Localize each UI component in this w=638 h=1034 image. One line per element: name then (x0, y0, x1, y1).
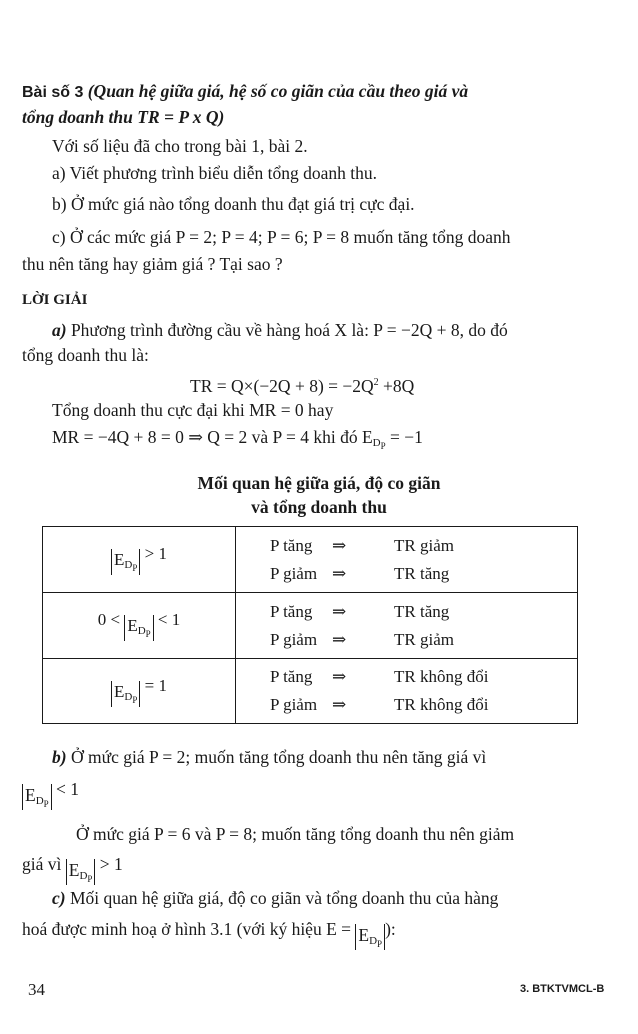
implies-arrow: ⇒ (332, 563, 347, 583)
solution-a-line2: tổng doanh thu là: (22, 345, 149, 365)
footer-code: 3. BTKTVMCL-B (520, 983, 605, 995)
exercise-title-part1: (Quan hệ giữa giá, hệ số co giãn của cầu theo giá và (87, 81, 469, 101)
implies-arrow: ⇒ (332, 535, 347, 555)
solution-a-text: Phương trình đường cầu về hàng hoá X là: P = −2Q + 8, do đó (66, 320, 508, 340)
exercise-heading-line1 (22, 80, 468, 104)
elasticity-condition-cell: $E_{D_P} = 1$ (43, 659, 236, 724)
part-b-line3: Ở mức giá P = 6 và P = 8; muốn tăng tổng doanh thu nên giảm (76, 824, 515, 844)
solution-header: LỜI GIẢI (22, 292, 88, 308)
exercise-number: Bài số 3 (22, 84, 84, 101)
elasticity-table (42, 526, 578, 724)
table-row (43, 593, 578, 659)
abs-edp: $E_{D_P}$ (66, 859, 96, 885)
mr-line (52, 426, 423, 457)
part-b-label: b) (52, 747, 67, 767)
solution-a-line1 (52, 319, 508, 341)
mr-line-text: MR = −4Q + 8 = 0 ⇒ Q = 2 và P = 4 khi đó E (52, 427, 373, 447)
abs-edp: $E_{D_P}$ (22, 784, 52, 810)
implies-arrow: ⇒ (332, 667, 347, 686)
page-number: 34 (28, 980, 45, 999)
problem-c-line1: c) Ở các mức giá P = 2; P = 4; P = 6; P = 8 muốn tăng tổng doanh (52, 227, 511, 247)
abs-edp: $E_{D_P}$ (124, 615, 153, 641)
tr-equation-right: +8Q (378, 376, 415, 396)
solution-a-label: a) (52, 320, 67, 340)
exercise-title-part2: tổng doanh thu TR = P x Q) (22, 107, 225, 127)
effect-cell: P tăng ⇒ TR không đổi P giảm ⇒ TR không đổi (236, 659, 578, 724)
mr-line-end: = −1 (385, 427, 423, 447)
tr-equation-left: TR = Q×(−2Q + 8) = −2Q (190, 376, 374, 396)
table-row (43, 527, 578, 593)
part-b-line4: giá vì $E_{D_P} > 1$ (22, 854, 123, 884)
elasticity-condition-cell: $E_{D_P} > 1$ (43, 527, 236, 593)
part-b-line1 (52, 746, 486, 768)
implies-arrow: ⇒ (332, 601, 347, 621)
part-b-text: Ở mức giá P = 2; muốn tăng tổng doanh thu nên tăng giá vì (66, 747, 487, 767)
elasticity-condition-cell: $0 < E_{D_P} < 1$ (43, 593, 236, 659)
abs-edp: $E_{D_P}$ (111, 681, 140, 707)
table-title-line1: Mối quan hệ giữa giá, độ co giãn (197, 473, 441, 493)
mr-line-sub: DP (372, 437, 386, 451)
table-title-line2: và tổng doanh thu (251, 497, 387, 517)
problem-intro: Với số liệu đã cho trong bài 1, bài 2. (52, 136, 308, 156)
abs-edp: $E_{D_P}$ (355, 924, 385, 950)
problem-c-line2: thu nên tăng hay giảm giá ? Tại sao ? (22, 254, 283, 274)
tr-equation (190, 372, 414, 397)
part-c-line1 (52, 887, 498, 909)
implies-arrow: ⇒ (332, 629, 347, 649)
abs-edp: $E_{D_P}$ (111, 549, 140, 575)
effect-cell: P tăng ⇒ TR tăng P giảm ⇒ TR giảm (236, 593, 578, 659)
table-row (43, 659, 578, 724)
effect-cell: P tăng ⇒ TR giảm P giảm ⇒ TR tăng (236, 527, 578, 593)
part-c-label: c) (52, 888, 66, 908)
implies-arrow: ⇒ (332, 695, 347, 714)
part-c-line2: hoá được minh hoạ ở hình 3.1 (với ký hiệu $E = E_{D_P}$): (22, 919, 396, 949)
problem-a: a) Viết phương trình biểu diễn tổng doanh thu. (52, 163, 378, 183)
problem-b: b) Ở mức giá nào tổng doanh thu đạt giá trị cực đại. (52, 194, 415, 214)
tr-equation-exponent: 2 (373, 377, 379, 388)
part-b-line2: $E_{D_P} < 1$ (22, 778, 79, 810)
part-c-text: Mối quan hệ giữa giá, độ co giãn và tổng doanh thu của hàng (65, 888, 499, 908)
max-revenue-line: Tổng doanh thu cực đại khi MR = 0 hay (52, 400, 334, 420)
